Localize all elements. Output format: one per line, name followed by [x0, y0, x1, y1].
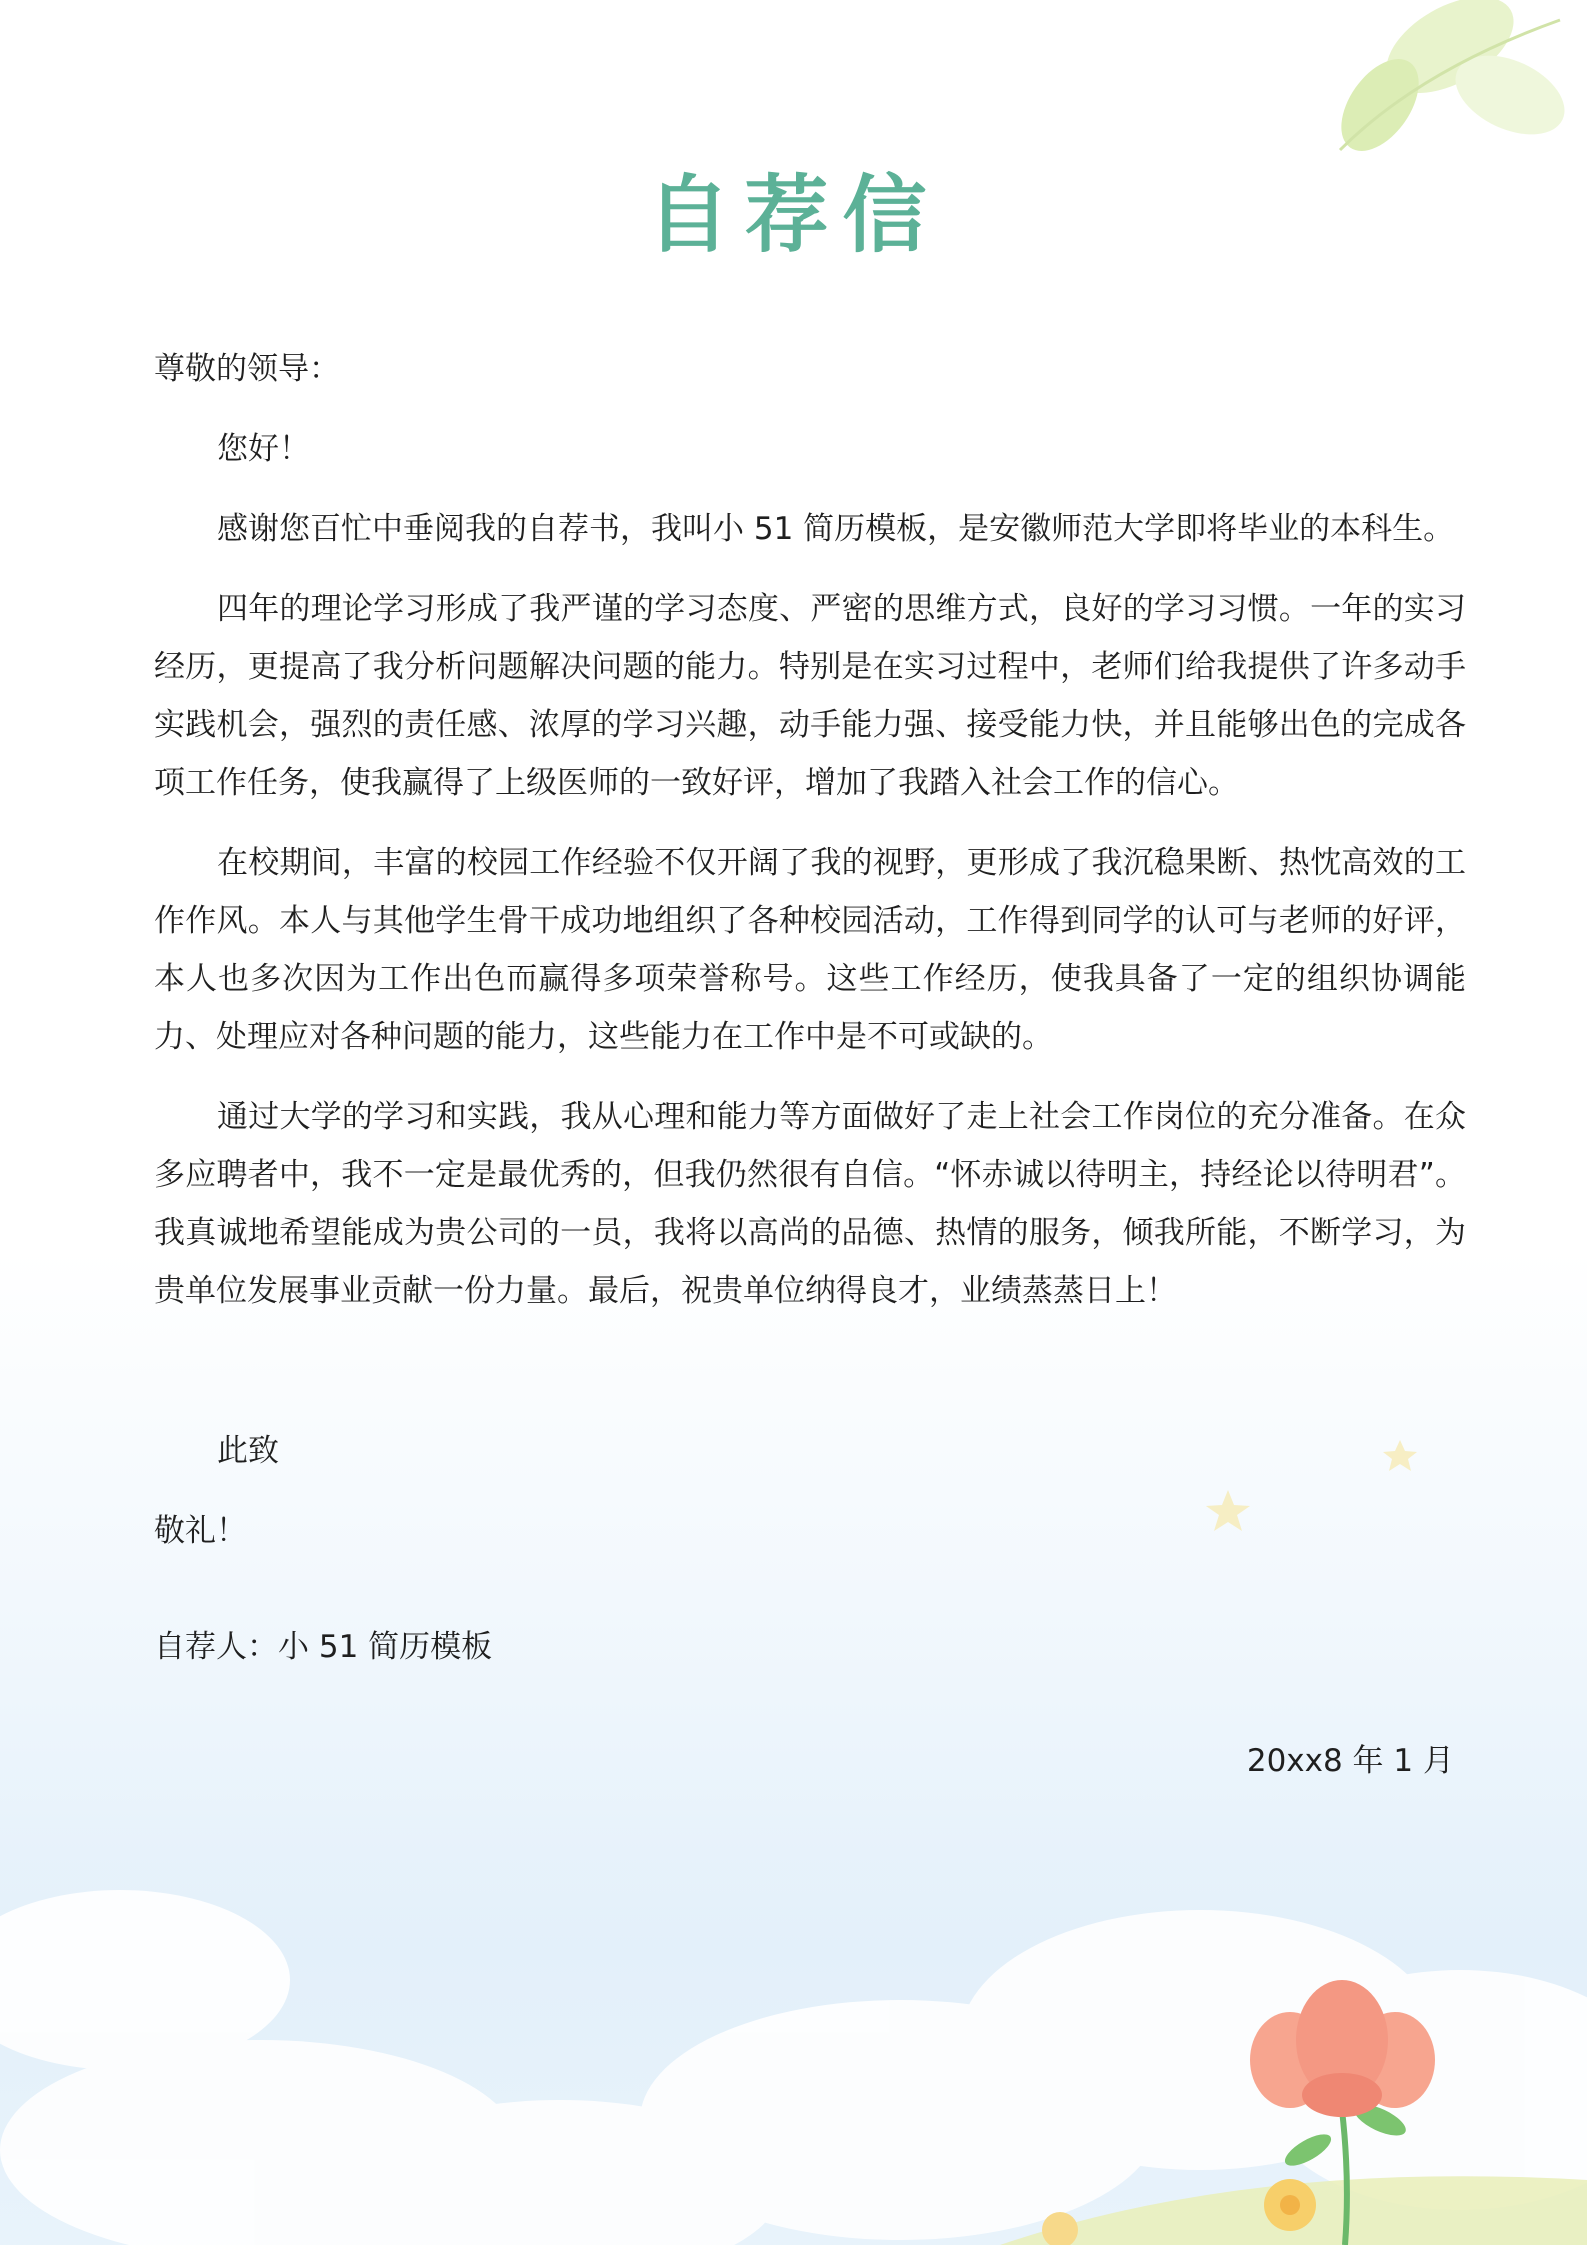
paragraph-2: 四年的理论学习形成了我严谨的学习态度、严密的思维方式，良好的学习习惯。一年的实习经历，更提高了我分析问题解决问题的能力。特别是在实习过程中，老师们给我提供了许多动手实践机会，强烈的责任感、浓厚的学习兴趣，动手能力强、接受能力快，并且能够出色的完成各项工作任务，使我赢得了上级医师的一致好评，增加了我踏入社会工作的信心。 — [154, 591, 1466, 801]
date: 20xx8 年 1 月 — [1246, 1743, 1454, 1779]
salutation: 尊敬的领导： — [154, 351, 340, 387]
greeting: 您好！ — [217, 431, 310, 467]
paragraph-4: 通过大学的学习和实践，我从心理和能力等方面做好了走上社会工作岗位的充分准备。在众多应聘者中，我不一定是最优秀的，但我仍然很有自信。“怀赤诚以待明主，持经论以待明君”。我真诚地希望能成为贵公司的一员，我将以高尚的品德、热情的服务，倾我所能，不断学习，为贵单位发展事业贡献一份力量。最后，祝贵单位纳得良才，业绩蒸蒸日上！ — [154, 1099, 1466, 1309]
closing: 此致 — [217, 1433, 279, 1469]
regards: 敬礼！ — [154, 1513, 247, 1549]
leaf-icon — [1326, 0, 1577, 165]
signature: 自荐人：小 51 简历模板 — [154, 1629, 493, 1665]
paragraph-3: 在校期间，丰富的校园工作经验不仅开阔了我的视野，更形成了我沉稳果断、热忱高效的工作作风。本人与其他学生骨干成功地组织了各种校园活动，工作得到同学的认可与老师的好评，本人也多次因为工作出色而赢得多项荣誉称号。这些工作经历，使我具备了一定的组织协调能力、处理应对各种问题的能力，这些能力在工作中是不可或缺的。 — [154, 845, 1466, 1055]
page-title: 自荐信 — [646, 166, 941, 264]
letter-body — [154, 340, 1466, 1676]
paragraph-1: 感谢您百忙中垂阅我的自荐书，我叫小 51 简历模板，是安徽师范大学即将毕业的本科生。 — [217, 511, 1455, 547]
